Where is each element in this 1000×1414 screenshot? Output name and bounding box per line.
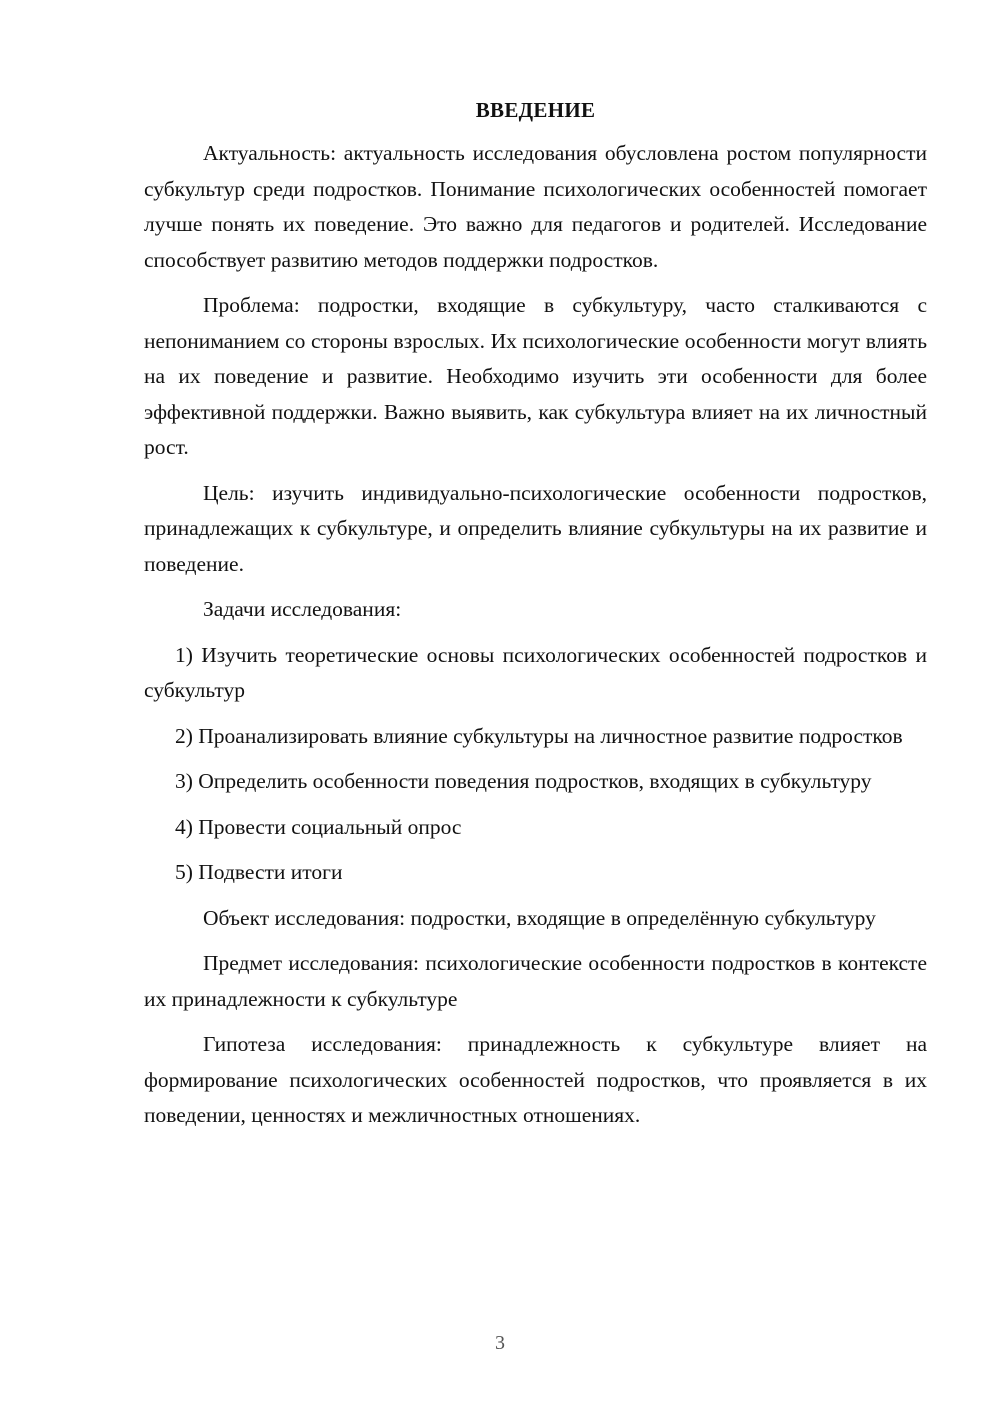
object-paragraph: Объект исследования: подростки, входящие в определённую субкультуру bbox=[203, 905, 876, 930]
task-item-1: 1) Изучить теоретические основы психологических особенностей подростков и субкультур bbox=[144, 642, 927, 702]
page-content bbox=[144, 96, 927, 1144]
task-item-3: 3) Определить особенности поведения подростков, входящих в субкультуру bbox=[175, 769, 872, 793]
relevance-paragraph: Актуальность: актуальность исследования обусловлена ростом популярности субкультур среди подростков. Понимание психологических особенностей помогает лучше понять их поведение. Это важно для педагогов и родителей. Исследование способствует развитию методов поддержки подростков. bbox=[144, 141, 927, 272]
task-item-4: 4) Провести социальный опрос bbox=[175, 814, 462, 839]
goal-paragraph: Цель: изучить индивидуально-психологические особенности подростков, принадлежащих к субкультуре, и определить влияние субкультуры на их развитие и поведение. bbox=[144, 480, 927, 576]
subject-paragraph: Предмет исследования: психологические особенности подростков в контексте их принадлежности к субкультуре bbox=[144, 951, 927, 1011]
task-item-2: 2) Проанализировать влияние субкультуры на личностное развитие подростков bbox=[175, 723, 903, 748]
problem-paragraph: Проблема: подростки, входящие в субкультуру, часто сталкиваются с непониманием со стороны взрослых. Их психологические особенности могут влиять на их поведение и развитие. Необходимо изучить эти особенности для более эффективной поддержки. Важно выявить, как субкультура влияет на их личностный рост. bbox=[144, 293, 927, 459]
section-heading: ВВЕДЕНИЕ bbox=[475, 98, 596, 122]
hypothesis-paragraph: Гипотеза исследования: принадлежность к субкультуре влияет на формирование психологических особенностей подростков, что проявляется в их поведении, ценностях и межличностных отношениях. bbox=[144, 1032, 927, 1127]
tasks-heading: Задачи исследования: bbox=[203, 597, 402, 621]
page-number: 3 bbox=[495, 1332, 505, 1354]
task-item-5: 5) Подвести итоги bbox=[175, 860, 343, 884]
